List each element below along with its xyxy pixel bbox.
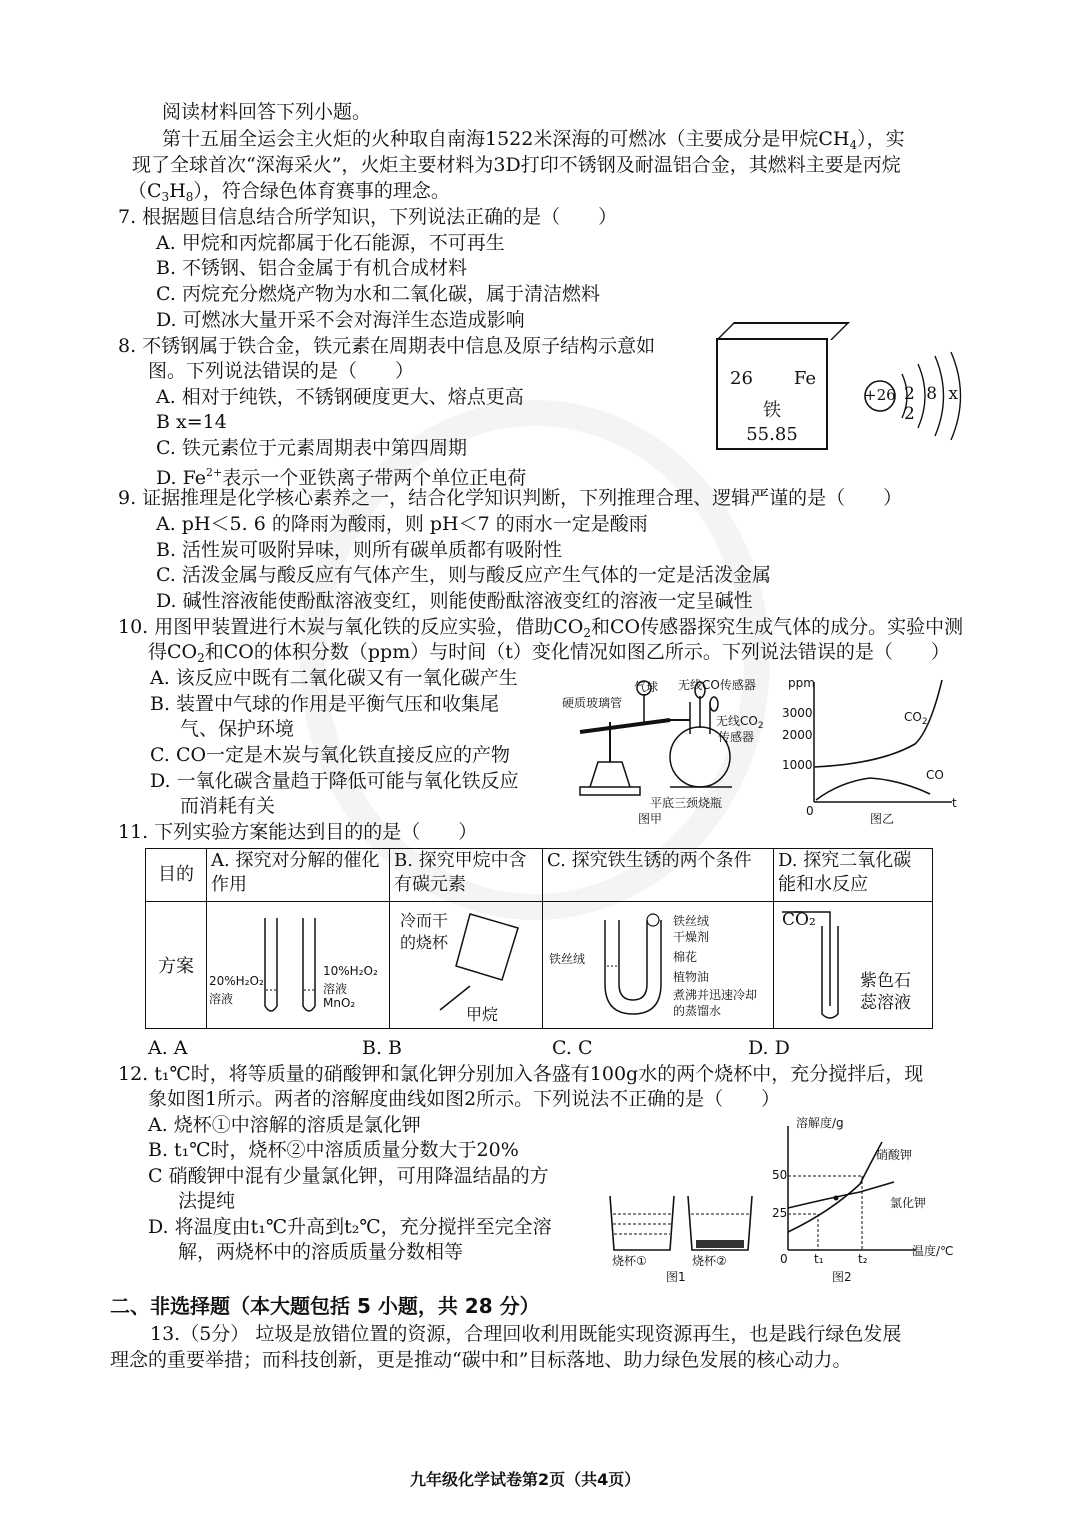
q9-option-c: C. 活泼金属与酸反应有气体产生，则与酸反应产生气体的一定是活泼金属 — [156, 564, 771, 586]
q12-stem-1: 12. t₁℃时，将等质量的硝酸钾和氯化钾分别加入各盛有100g水的两个烧杯中，充分搅拌后，现 — [118, 1063, 924, 1085]
q7-option-d: D. 可燃冰大量开采不会对海洋生态造成影响 — [156, 309, 525, 331]
tick-3000: 3000 — [782, 706, 813, 720]
q10-option-a: A. 该反应中既有二氧化碳又有一氧化碳产生 — [150, 667, 518, 689]
q11-option-a: A. A — [148, 1037, 188, 1059]
a-right-label-2: 溶液 — [323, 982, 348, 996]
q12-option-b: B. t₁℃时，烧杯②中溶质质量分数大于20% — [148, 1139, 519, 1161]
electron-shells: 2 8 x 2 — [904, 384, 962, 424]
intro-line-1: 第十五届全运会主火炬的火种取自南海1522米深海的可燃冰（主要成分是甲烷$CH_4$），实 — [162, 128, 905, 152]
q13-line-2: 理念的重要举措；而科技创新，更是推动“碳中和”目标落地、助力绿色发展的核心动力。 — [110, 1349, 852, 1371]
q10-option-d-1: D. 一氧化碳含量趋于降低可能与氧化铁反应 — [150, 770, 519, 792]
q9-stem: 9. 证据推理是化学核心素养之一，结合化学知识判断，下列推理合理、逻辑严谨的是（ ） — [118, 487, 903, 509]
q8-stem-1: 8. 不锈钢属于铁合金，铁元素在周期表中信息及原子结构示意如 — [118, 335, 656, 357]
d-liquid-label: 紫色石 — [860, 971, 911, 991]
q12-option-d-2: 解，两烧杯中的溶质质量分数相等 — [178, 1241, 464, 1263]
figure-apparatus — [560, 672, 780, 826]
c-label-2: 干燥剂 — [673, 930, 710, 944]
figure-beakers — [604, 1190, 774, 1282]
label-co2-sensor: 无线$CO_2$ — [716, 714, 764, 731]
label-sensor: 传感器 — [718, 730, 755, 744]
label-balloon: 气球 — [634, 680, 659, 694]
section-2-title: 二、非选择题（本大题包括 5 小题，共 28 分） — [110, 1294, 540, 1318]
q12-stem-2: 象如图1所示。两者的溶解度曲线如图2所示。下列说法不正确的是（ ） — [148, 1088, 781, 1110]
series-kno3: 硝酸钾 — [876, 1148, 913, 1162]
tick-25: 25 — [772, 1206, 788, 1220]
col-c-plan — [543, 902, 774, 1029]
tick-t2: t₂ — [858, 1252, 868, 1266]
atom-structure-diagram — [858, 350, 968, 445]
q12-option-d-1: D. 将温度由t₁℃升高到t₂℃，充分搅拌至完全溶 — [148, 1216, 552, 1238]
label-flask: 平底三颈烧瓶 — [650, 796, 723, 810]
q9-option-d: D. 碱性溶液能使酚酞溶液变红，则能使酚酞溶液变红的溶液一定呈碱性 — [156, 590, 753, 612]
intro-line-2: 现了全球首次“深海采火”，火炬主要材料为3D打印不锈钢及耐温铝合金，其燃料主要是丙烷 — [132, 154, 901, 176]
d-gas-label: CO₂ — [782, 910, 816, 930]
c-label-3: 棉花 — [673, 950, 698, 964]
q12-option-c-1: C 硝酸钾中混有少量氯化钾，可用降温结晶的方 — [148, 1165, 549, 1187]
q13-line-1: 13.（5分） 垃圾是放错位置的资源，合理回收利用既能实现资源再生，也是践行绿色发展 — [150, 1323, 902, 1345]
q10-stem-2: 得$CO_2$和CO的体积分数（ppm）与时间（t）变化情况如图乙所示。下列说法错误的是（ ） — [148, 641, 950, 665]
c-label-5: 煮沸并迅速冷却 — [673, 988, 758, 1002]
figure-2-caption: 图2 — [832, 1270, 852, 1284]
q8-option-d: D. $Fe^{2+}$表示一个亚铁离子带两个单位正电荷 — [156, 466, 527, 489]
q7-stem: 7. 根据题目信息结合所学知识，下列说法正确的是（ ） — [118, 206, 618, 228]
q8-stem-2: 图。下列说法错误的是（ ） — [148, 360, 415, 382]
beaker-2-label: 烧杯② — [692, 1254, 727, 1268]
figure-1-caption: 图1 — [666, 1270, 686, 1284]
q11-stem: 11. 下列实验方案能达到目的的是（ ） — [118, 821, 478, 843]
intro-heading: 阅读材料回答下列小题。 — [162, 101, 372, 123]
col-d-purpose: D. 探究二氧化碳能和水反应 — [774, 849, 933, 902]
y-axis-label: 溶解度/g — [796, 1116, 844, 1130]
c-label-1: 铁丝绒 — [673, 914, 710, 928]
col-d-plan — [774, 902, 933, 1029]
tick-2000: 2000 — [782, 728, 813, 742]
a-right-label: 10%H₂O₂ — [323, 964, 378, 978]
col-a-plan — [207, 902, 390, 1029]
q12-option-a: A. 烧杯①中溶解的溶质是氯化钾 — [148, 1114, 421, 1136]
col-c-purpose: C. 探究铁生锈的两个条件 — [543, 849, 774, 902]
tick-1000: 1000 — [782, 758, 813, 772]
intro-line-3: $(C_3H_8)$，符合绿色体育赛事的理念。 — [128, 180, 450, 204]
nucleus-charge: +26 — [864, 386, 896, 404]
a-left-label: 20%H₂O₂ — [209, 974, 264, 988]
x-axis-label: 温度/℃ — [912, 1244, 954, 1258]
a-right-label-3: MnO₂ — [323, 996, 356, 1010]
q10-option-b-1: B. 装置中气球的作用是平衡气压和收集尾 — [150, 693, 500, 715]
element-symbol: Fe — [793, 368, 816, 389]
b-cup-label-2: 的烧杯 — [400, 933, 449, 952]
d-liquid-label-2: 蕊溶液 — [860, 993, 911, 1013]
origin: 0 — [806, 804, 814, 818]
q10-stem-1: 10. 用图甲装置进行木炭与氧化铁的反应实验，借助$CO_2$和CO传感器探究生成气体的成分。实验中测 — [118, 616, 964, 640]
q8-option-c: C. 铁元素位于元素周期表中第四周期 — [156, 437, 467, 459]
col-b-purpose: B. 探究甲烷中含有碳元素 — [390, 849, 543, 902]
col-b-plan — [390, 902, 543, 1029]
element-name: 铁 — [763, 400, 781, 421]
iron-element-card — [716, 338, 828, 450]
q10-option-b-2: 气、保护环境 — [180, 718, 295, 740]
atomic-mass: 55.85 — [746, 424, 798, 445]
series-co2: $CO_2$ — [904, 710, 928, 727]
beaker-1-label: 烧杯① — [612, 1254, 647, 1268]
figure-solubility-chart — [770, 1112, 980, 1284]
q11-option-c: C. C — [552, 1037, 593, 1059]
b-gas-label: 甲烷 — [466, 1005, 499, 1024]
a-left-label-2: 溶液 — [209, 992, 234, 1006]
q8-option-b: B x=14 — [156, 411, 227, 433]
q12-option-c-2: 法提纯 — [178, 1190, 236, 1212]
q8-option-a: A. 相对于纯铁，不锈钢硬度更大、熔点更高 — [156, 386, 524, 408]
q9-option-b: B. 活性炭可吸附异味，则所有碳单质都有吸附性 — [156, 539, 563, 561]
tick-t1: t₁ — [814, 1252, 824, 1266]
series-co: CO — [926, 768, 944, 782]
figure-gas-chart — [780, 672, 960, 824]
q10-option-d-2: 而消耗有关 — [180, 795, 276, 817]
tick-50: 50 — [772, 1168, 788, 1182]
q11-option-d: D. D — [748, 1037, 790, 1059]
c-label-6: 的蒸馏水 — [673, 1004, 722, 1018]
figure-b-caption: 图乙 — [870, 812, 895, 826]
q7-option-a: A. 甲烷和丙烷都属于化石能源，不可再生 — [156, 232, 505, 254]
q7-option-b: B. 不锈钢、铝合金属于有机合成材料 — [156, 257, 468, 279]
row-head-plan: 方案 — [146, 902, 207, 1029]
c-left-label: 铁丝绒 — [549, 952, 586, 966]
q11-table — [145, 848, 933, 1029]
figure-a-caption: 图甲 — [638, 812, 663, 826]
c-label-4: 植物油 — [673, 970, 710, 984]
label-co-sensor: 无线CO传感器 — [678, 678, 756, 692]
origin: 0 — [780, 1252, 788, 1266]
x-axis-label: t — [952, 796, 957, 810]
q7-option-c: C. 丙烷充分燃烧产物为水和二氧化碳，属于清洁燃料 — [156, 283, 600, 305]
b-cup-label: 冷而干 — [400, 911, 449, 930]
q10-option-c: C. CO一定是木炭与氧化铁直接反应的产物 — [150, 744, 511, 766]
series-kcl: 氯化钾 — [890, 1196, 927, 1210]
row-head-purpose: 目的 — [146, 849, 207, 902]
q11-option-b: B. B — [362, 1037, 403, 1059]
q9-option-a: A. pH＜5. 6 的降雨为酸雨，则 pH＜7 的雨水一定是酸雨 — [156, 513, 648, 535]
label-tube: 硬质玻璃管 — [562, 696, 623, 710]
y-axis-label: ppm — [788, 676, 815, 690]
atomic-number: 26 — [730, 368, 753, 389]
page-footer: 九年级化学试卷第2页（共4页） — [410, 1470, 641, 1489]
col-a-purpose: A. 探究对分解的催化作用 — [207, 849, 390, 902]
